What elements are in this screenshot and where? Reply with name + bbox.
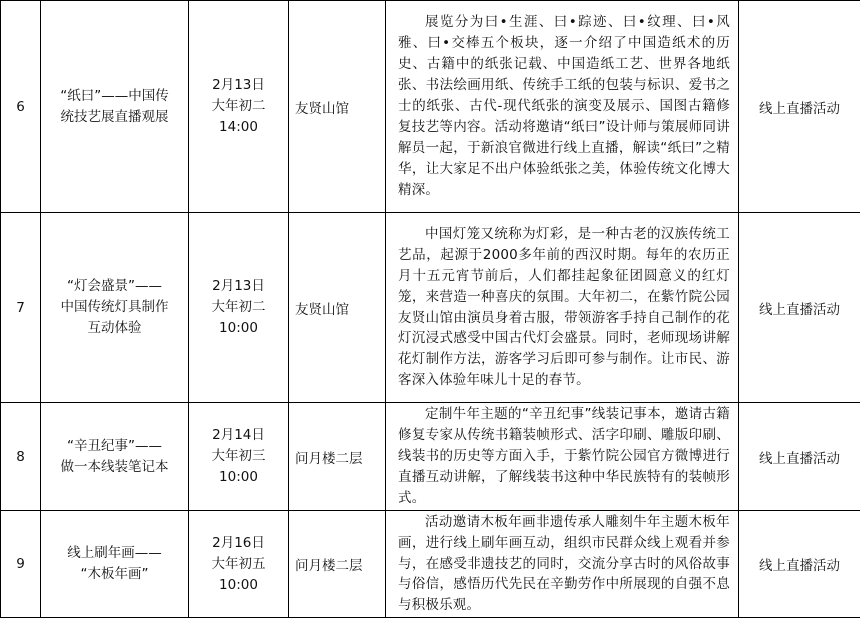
event-name-line: “纸曰”——中国传 — [42, 86, 187, 107]
event-name-line: 做一本线装笔记本 — [42, 457, 187, 478]
event-time — [189, 511, 289, 618]
event-weekday: 大年初五 — [190, 554, 287, 575]
event-description — [386, 213, 739, 403]
table-row — [1, 1, 860, 213]
event-description-text: 展览分为曰•生涯、曰•踪迹、曰•纹理、曰•风雅、曰•交棒五个板块，逐一介绍了中国造纸术的历史、古籍中的纸张记载、中国造纸工艺、世界各地纸张、书法绘画用纸、传统手工纸的包装与标识、爱书之士的纸张、古代-现代纸张的演变及展示、国图古籍修复技艺等内容。活动将邀请“纸曰”设计师与策展师同讲解员一起，于新浪官微进行线上直播，解读“纸曰”之精华，让大家足不出户体验纸张之美，体验传统文化博大精深。 — [398, 12, 730, 200]
event-clock: 10:00 — [190, 318, 287, 339]
event-weekday: 大年初二 — [190, 96, 287, 117]
event-description-text: 定制牛年主题的“辛丑纪事”线装记事本，邀请古籍修复专家从传统书籍装帧形式、活字印刷、雕版印刷、线装书的历史等方面入手，于紫竹院公园官方微博进行直播互动讲解，了解线装书这种中华民族特有的装帧形式。 — [398, 404, 730, 509]
event-date: 2月16日 — [190, 533, 287, 554]
event-name-line: “辛丑纪事”—— — [42, 436, 187, 457]
row-number: 7 — [1, 213, 41, 403]
event-time — [189, 403, 289, 511]
event-name — [41, 213, 189, 403]
event-date: 2月13日 — [190, 75, 287, 96]
event-weekday: 大年初二 — [190, 297, 287, 318]
event-venue: 友贤山馆 — [289, 213, 386, 403]
event-name — [41, 511, 189, 618]
event-venue: 问月楼二层 — [289, 511, 386, 618]
event-venue: 友贤山馆 — [289, 1, 386, 213]
event-type: 线上直播活动 — [739, 1, 860, 213]
table-row — [1, 213, 860, 403]
event-date: 2月13日 — [190, 276, 287, 297]
event-venue: 问月楼二层 — [289, 403, 386, 511]
event-description — [386, 403, 739, 511]
event-type: 线上直播活动 — [739, 403, 860, 511]
event-type: 线上直播活动 — [739, 511, 860, 618]
row-number: 9 — [1, 511, 41, 618]
event-clock: 10:00 — [190, 575, 287, 596]
event-name-line: 互动体验 — [42, 318, 187, 339]
row-number: 8 — [1, 403, 41, 511]
event-description-text: 活动邀请木板年画非遗传承人雕刻牛年主题木板年画，进行线上刷年画互动，组织市民群众线上观看并参与，在感受非遗技艺的同时，交流分享古时的风俗故事与俗信，感悟历代先民在辛勤劳作中所展现的自强不息与积极乐观。 — [398, 512, 730, 617]
event-time — [189, 1, 289, 213]
event-weekday: 大年初三 — [190, 446, 287, 467]
event-name-line: 中国传统灯具制作 — [42, 297, 187, 318]
event-name — [41, 403, 189, 511]
table-row — [1, 403, 860, 511]
event-description — [386, 511, 739, 618]
event-name — [41, 1, 189, 213]
event-time — [189, 213, 289, 403]
event-date: 2月14日 — [190, 425, 287, 446]
event-clock: 14:00 — [190, 117, 287, 138]
event-name-line: “灯会盛景”—— — [42, 276, 187, 297]
event-clock: 10:00 — [190, 467, 287, 488]
event-description — [386, 1, 739, 213]
event-type: 线上直播活动 — [739, 213, 860, 403]
event-description-text: 中国灯笼又统称为灯彩，是一种古老的汉族传统工艺品，起源于2000多年前的西汉时期。每年的农历正月十五元宵节前后，人们都挂起象征团圆意义的红灯笼，来营造一种喜庆的氛围。大年初二，在紫竹院公园友贤山馆由演员身着古服，带领游客手持自己制作的花灯沉浸式感受中国古代灯会盛景。同时，老师现场讲解花灯制作方法，游客学习后即可参与制作。让市民、游客深入体验年味儿十足的春节。 — [398, 224, 730, 391]
event-name-line: “木板年画” — [42, 564, 187, 585]
row-number: 6 — [1, 1, 41, 213]
event-name-line: 线上刷年画—— — [42, 543, 187, 564]
event-name-line: 统技艺展直播观展 — [42, 107, 187, 128]
table-row — [1, 511, 860, 618]
